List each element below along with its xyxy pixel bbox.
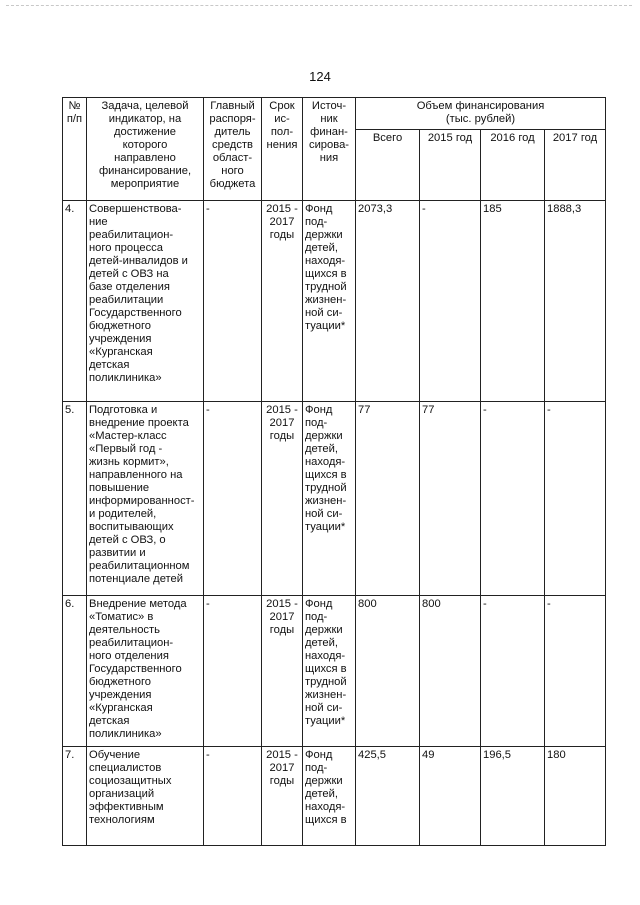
cell-source: Фонд под- держки детей, находя- щихся в трудной жизнен- ной си- туации*	[303, 402, 356, 596]
cell-manager: -	[204, 596, 262, 747]
cell-term: 2015 - 2017 годы	[262, 402, 303, 596]
table-row	[63, 747, 606, 846]
cell-2016: -	[481, 596, 545, 747]
cell-2017: -	[545, 402, 606, 596]
header-row	[63, 98, 606, 130]
cell-2015: 800	[420, 596, 481, 747]
cell-num: 5.	[63, 402, 87, 596]
cell-source: Фонд под- держки детей, находя- щихся в трудной жизнен- ной си- туации*	[303, 596, 356, 747]
cell-source: Фонд под- держки детей, находя- щихся в трудной жизнен- ной си- туации*	[303, 201, 356, 402]
cell-manager: -	[204, 747, 262, 846]
header-total: Всего	[356, 130, 420, 201]
scan-edge-line	[6, 5, 632, 6]
cell-term: 2015 - 2017 годы	[262, 201, 303, 402]
cell-manager: -	[204, 402, 262, 596]
header-term: Срок ис- пол- нения	[262, 98, 303, 201]
table-row	[63, 596, 606, 747]
table-row	[63, 402, 606, 596]
cell-source: Фонд под- держки детей, находя- щихся в	[303, 747, 356, 846]
cell-manager: -	[204, 201, 262, 402]
cell-task: Внедрение метода «Томатис» в деятельность реабилитацион- ного отделения Государственного бюджетного учреждения «Курганская детская поликлиника»	[87, 596, 204, 747]
cell-2016: -	[481, 402, 545, 596]
cell-num: 4.	[63, 201, 87, 402]
header-source: Источ- ник финан- сирова- ния	[303, 98, 356, 201]
table-row	[63, 201, 606, 402]
cell-total: 2073,3	[356, 201, 420, 402]
cell-2015: 49	[420, 747, 481, 846]
cell-term: 2015 - 2017 годы	[262, 596, 303, 747]
cell-total: 77	[356, 402, 420, 596]
header-funding-group: Объем финансирования (тыс. рублей)	[356, 98, 606, 130]
header-2015: 2015 год	[420, 130, 481, 201]
header-2017: 2017 год	[545, 130, 606, 201]
cell-num: 7.	[63, 747, 87, 846]
cell-2016: 185	[481, 201, 545, 402]
cell-total: 425,5	[356, 747, 420, 846]
header-task: Задача, целевой индикатор, на достижение которого направлено финансирование, мероприятие	[87, 98, 204, 201]
header-manager: Главный распоря- дитель средств област- ного бюджета	[204, 98, 262, 201]
cell-2017: 180	[545, 747, 606, 846]
cell-task: Подготовка и внедрение проекта «Мастер-класс «Первый год - жизнь кормит», направленного на повышение информированност- и родителей, воспитывающих детей с ОВЗ, о развитии и реабилитационном потенциале детей	[87, 402, 204, 596]
header-2016: 2016 год	[481, 130, 545, 201]
header-num: № п/п	[63, 98, 87, 201]
cell-task: Совершенствова- ние реабилитацион- ного процесса детей-инвалидов и детей с ОВЗ на базе отделения реабилитации Государственного бюджетного учреждения «Курганская детская поликлиника»	[87, 201, 204, 402]
cell-term: 2015 - 2017 годы	[262, 747, 303, 846]
cell-total: 800	[356, 596, 420, 747]
cell-2017: -	[545, 596, 606, 747]
cell-2015: 77	[420, 402, 481, 596]
cell-2015: -	[420, 201, 481, 402]
cell-task: Обучение специалистов социозащитных организаций эффективным технологиям	[87, 747, 204, 846]
funding-table	[62, 97, 606, 846]
cell-num: 6.	[63, 596, 87, 747]
cell-2017: 1888,3	[545, 201, 606, 402]
cell-2016: 196,5	[481, 747, 545, 846]
page-number: 124	[309, 69, 331, 84]
